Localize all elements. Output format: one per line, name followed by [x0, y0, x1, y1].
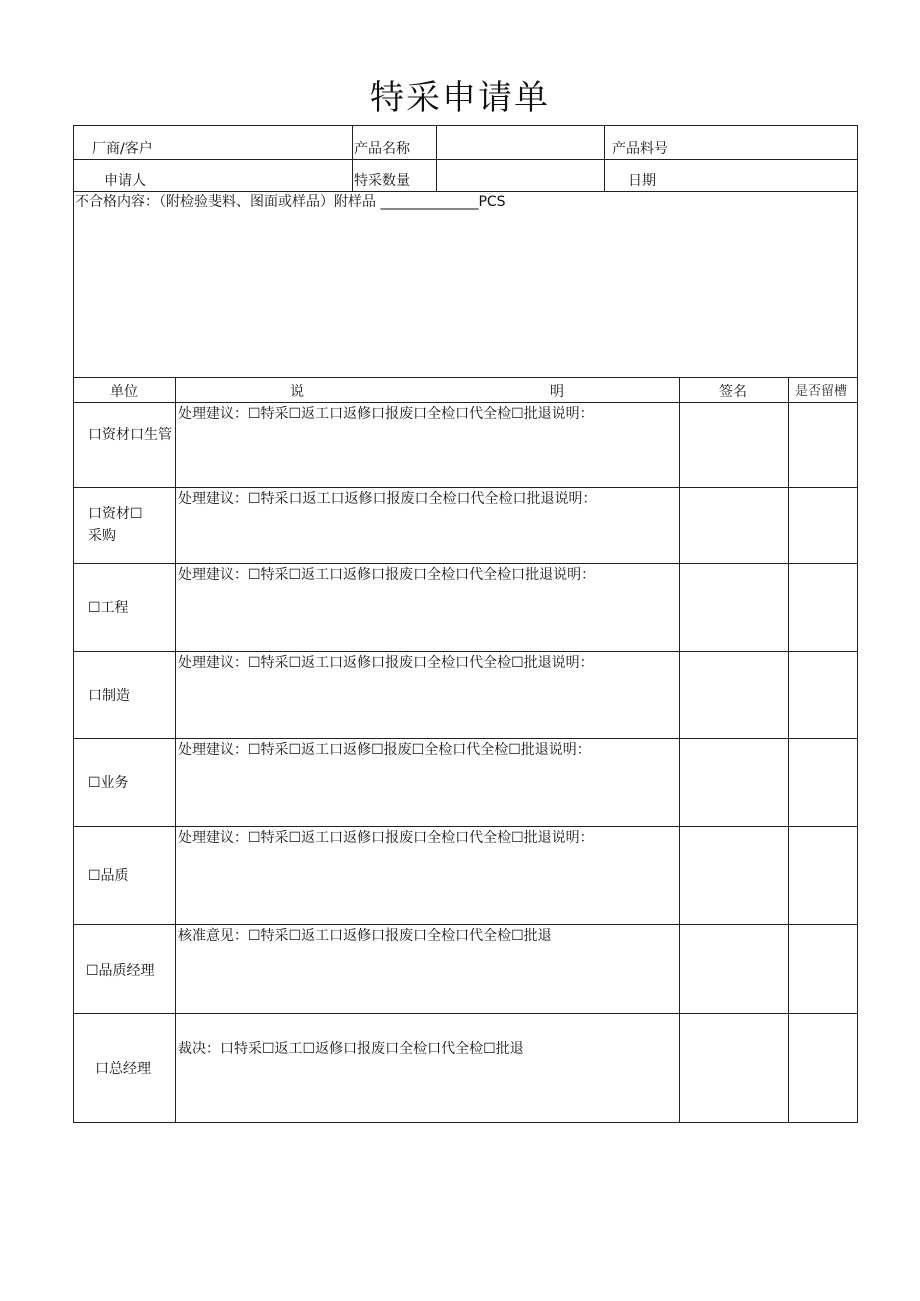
unit-cell-engineering[interactable]: ☐工程 [88, 600, 129, 616]
unit-cell-sales[interactable]: ☐业务 [88, 775, 129, 791]
defect-text: 不合格内容：（附检验斐料、图面或样品）附样品 [75, 194, 376, 210]
unit-cell-materials-pmc[interactable]: 口资材口生管 [88, 427, 172, 443]
defect-content-area[interactable] [75, 214, 856, 374]
decision-text[interactable]: 裁决：口特采☐返工☐返修口报废口全检口代全检☐批退 [178, 1041, 524, 1057]
unit-cell-quality-manager[interactable]: ☐品质经理 [86, 963, 155, 979]
signature-cell[interactable] [681, 740, 786, 824]
keep-cell[interactable] [790, 404, 856, 485]
defect-label [75, 192, 506, 212]
suggestion-text[interactable]: 处理建议：☐特采口返工口返修口报废口全检口代全检口批退说明： [178, 491, 597, 507]
vendor-label: 厂商/客户 [92, 141, 153, 157]
keep-cell[interactable] [790, 565, 856, 649]
qty-label: 特采数量 [354, 173, 410, 189]
keep-cell[interactable] [790, 926, 856, 1011]
unit-cell-materials-purchasing[interactable]: 口资材☐采购 [88, 506, 143, 544]
col-header-desc-2: 明 [550, 384, 564, 400]
date-field[interactable] [670, 161, 856, 189]
qty-field[interactable] [438, 161, 602, 189]
suggestion-text[interactable]: 处理建议：☐特采☐返工口返修口报废口全检口代全检☐批退说明： [178, 406, 594, 422]
keep-cell[interactable] [790, 740, 856, 824]
signature-cell[interactable] [681, 926, 786, 1011]
suggestion-text[interactable]: 处理建议：☐特采☐返工口返修口报废口全检口代全检☐批退说明： [178, 655, 594, 671]
suggestion-text[interactable]: 处理建议：☐特采☐返工口返修口报废口全检口代全检☐批退说明： [178, 830, 594, 846]
signature-cell[interactable] [681, 653, 786, 736]
signature-cell[interactable] [681, 565, 786, 649]
date-label: 日期 [628, 173, 656, 189]
product-name-field[interactable] [438, 127, 602, 157]
part-no-field[interactable] [680, 127, 856, 157]
keep-cell[interactable] [790, 1015, 856, 1121]
suggestion-text[interactable]: 处理建议：☐特采☐返工口返修口报废口全检口代全检口批退说明： [178, 567, 596, 583]
unit-cell-manufacturing[interactable]: 口制造 [88, 688, 130, 704]
sample-qty-blank[interactable]: ______________ [380, 194, 479, 210]
part-no-label: 产品料号 [612, 141, 668, 157]
product-name-label: 产品名称 [354, 141, 410, 157]
unit-cell-general-manager[interactable]: 口总经理 [95, 1061, 151, 1077]
applicant-field[interactable] [160, 161, 350, 189]
signature-cell[interactable] [681, 828, 786, 922]
signature-cell[interactable] [681, 404, 786, 485]
approval-text[interactable]: 核准意见：☐特采☐返工口返修口报废口全检口代全检☐批退 [178, 928, 552, 944]
col-header-unit: 单位 [110, 384, 138, 400]
col-header-sign: 签名 [719, 384, 747, 400]
col-header-keep: 是否留槽 [795, 384, 848, 399]
signature-cell[interactable] [681, 489, 786, 561]
col-header-desc-1: 说 [290, 384, 304, 400]
signature-cell[interactable] [681, 1015, 786, 1121]
keep-cell[interactable] [790, 653, 856, 736]
applicant-label: 申请人 [104, 173, 146, 189]
page-title: 特采申请单 [370, 78, 550, 118]
keep-cell[interactable] [790, 828, 856, 922]
sample-unit: PCS [478, 194, 506, 210]
suggestion-text[interactable]: 处理建议：☐特采☐返工口返修☐报废☐全检口代全检☐批退说明： [178, 742, 591, 758]
keep-cell[interactable] [790, 489, 856, 561]
unit-cell-quality[interactable]: ☐品质 [88, 868, 129, 884]
